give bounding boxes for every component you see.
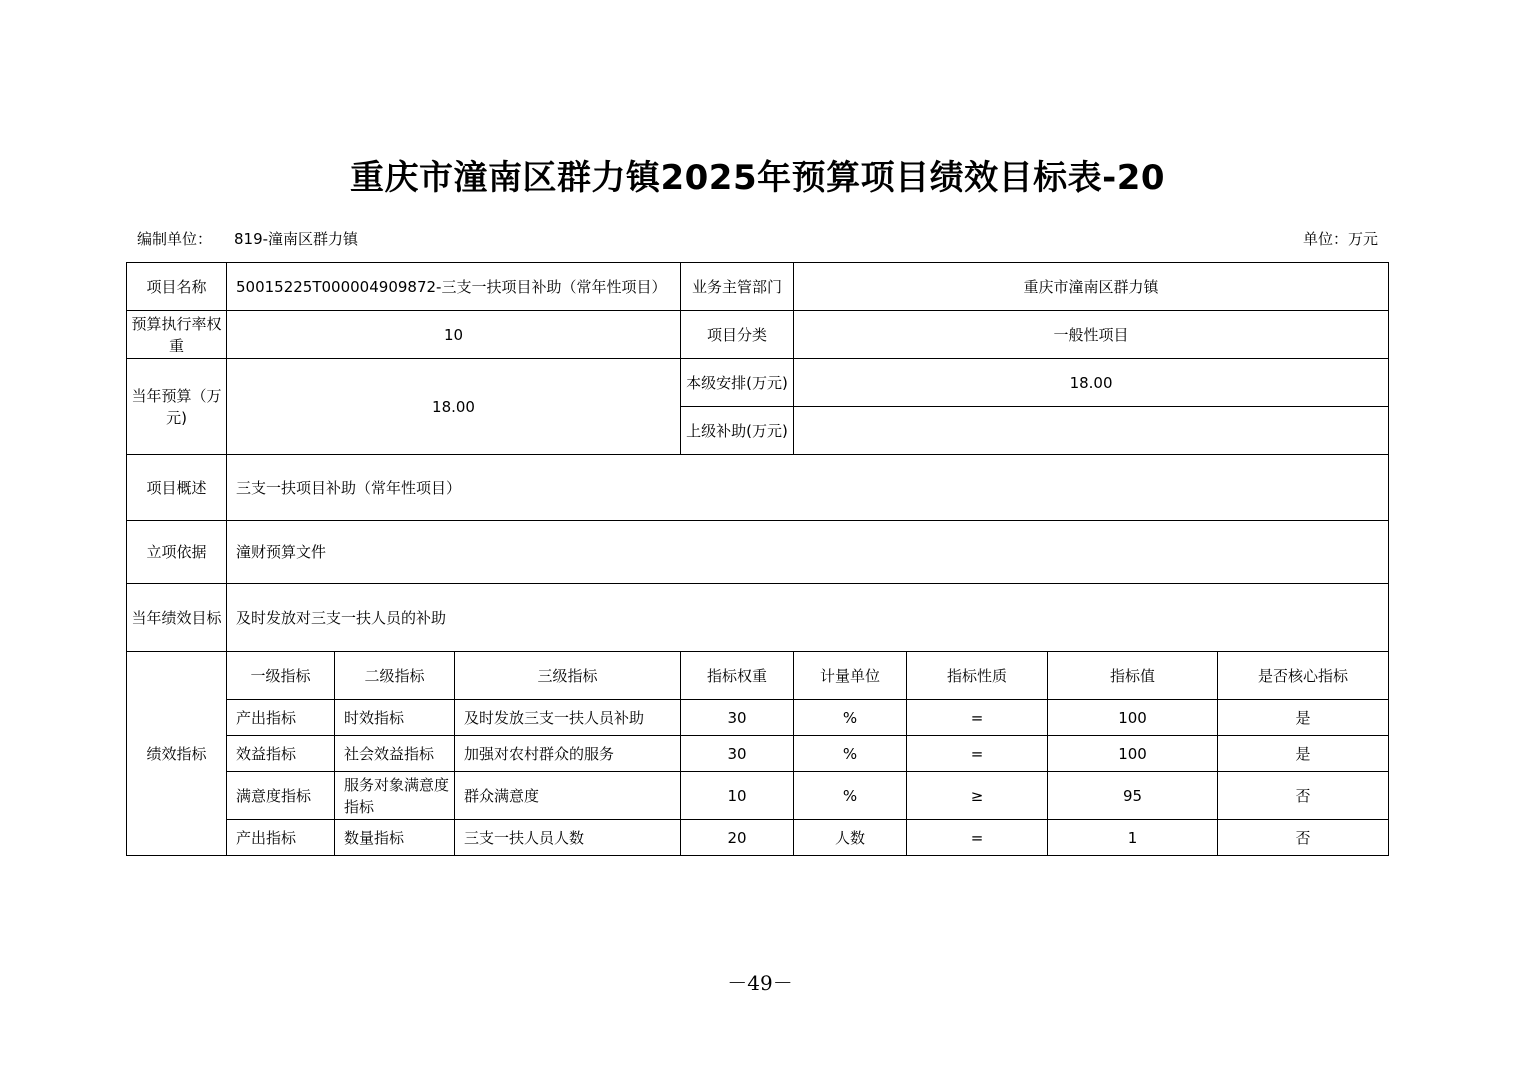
header-weight: 指标权重	[681, 652, 794, 700]
table-row	[127, 820, 1389, 856]
indicator-value: 100	[1048, 700, 1218, 736]
indicator-level2: 数量指标	[335, 820, 455, 856]
unit-label: 单位：万元	[1302, 230, 1378, 248]
indicator-level1: 产出指标	[227, 820, 335, 856]
indicator-core: 是	[1218, 736, 1389, 772]
indicator-unit: %	[794, 736, 907, 772]
project-name-value: 50015225T000004909872-三支一扶项目补助（常年性项目）	[227, 263, 681, 311]
table-row	[127, 736, 1389, 772]
page-number: －49－	[727, 971, 793, 995]
header-core: 是否核心指标	[1218, 652, 1389, 700]
dept-value: 重庆市潼南区群力镇	[794, 263, 1389, 311]
indicator-nature: =	[907, 820, 1048, 856]
goal-label: 当年绩效目标	[127, 584, 227, 652]
indicator-level1: 满意度指标	[227, 772, 335, 820]
goal-value: 及时发放对三支一扶人员的补助	[227, 584, 1389, 652]
indicator-level3: 加强对农村群众的服务	[455, 736, 681, 772]
category-label: 项目分类	[681, 311, 794, 359]
header-level3: 三级指标	[455, 652, 681, 700]
upper-label: 上级补助(万元)	[681, 407, 794, 455]
indicator-value: 100	[1048, 736, 1218, 772]
local-label: 本级安排(万元)	[681, 359, 794, 407]
project-name-label: 项目名称	[127, 263, 227, 311]
indicator-weight: 30	[681, 700, 794, 736]
basis-label: 立项依据	[127, 521, 227, 584]
indicator-unit: 人数	[794, 820, 907, 856]
compiler-value: 819-潼南区群力镇	[234, 230, 359, 248]
indicator-value: 95	[1048, 772, 1218, 820]
indicator-weight: 20	[681, 820, 794, 856]
indicator-level3: 三支一扶人员人数	[455, 820, 681, 856]
indicator-level3: 及时发放三支一扶人员补助	[455, 700, 681, 736]
indicator-nature: =	[907, 736, 1048, 772]
header-nature: 指标性质	[907, 652, 1048, 700]
table-row	[127, 772, 1389, 820]
compiler-label: 编制单位：	[137, 230, 213, 248]
category-value: 一般性项目	[794, 311, 1389, 359]
local-value: 18.00	[794, 359, 1389, 407]
indicator-core: 是	[1218, 700, 1389, 736]
indicator-level2: 时效指标	[335, 700, 455, 736]
budget-label: 当年预算（万元)	[127, 359, 227, 455]
budget-value: 18.00	[227, 359, 681, 455]
header-value: 指标值	[1048, 652, 1218, 700]
performance-table	[126, 262, 1389, 856]
indicator-core: 否	[1218, 820, 1389, 856]
exec-weight-label: 预算执行率权重	[127, 311, 227, 359]
indicator-level3: 群众满意度	[455, 772, 681, 820]
indicator-level1: 效益指标	[227, 736, 335, 772]
indicator-unit: %	[794, 700, 907, 736]
page-title: 重庆市潼南区群力镇2025年预算项目绩效目标表-20	[349, 158, 1166, 198]
perf-label: 绩效指标	[127, 652, 227, 856]
indicator-level2: 社会效益指标	[335, 736, 455, 772]
indicator-value: 1	[1048, 820, 1218, 856]
indicator-weight: 30	[681, 736, 794, 772]
basis-value: 潼财预算文件	[227, 521, 1389, 584]
indicator-nature: =	[907, 700, 1048, 736]
header-unit: 计量单位	[794, 652, 907, 700]
overview-label: 项目概述	[127, 455, 227, 521]
indicator-unit: %	[794, 772, 907, 820]
dept-label: 业务主管部门	[681, 263, 794, 311]
indicator-level1: 产出指标	[227, 700, 335, 736]
indicator-core: 否	[1218, 772, 1389, 820]
header-level2: 二级指标	[335, 652, 455, 700]
compiler-line	[137, 228, 358, 249]
exec-weight-value: 10	[227, 311, 681, 359]
upper-value	[794, 407, 1389, 455]
indicator-weight: 10	[681, 772, 794, 820]
header-level1: 一级指标	[227, 652, 335, 700]
table-row	[127, 700, 1389, 736]
overview-value: 三支一扶项目补助（常年性项目）	[227, 455, 1389, 521]
indicator-level2: 服务对象满意度指标	[335, 772, 455, 820]
indicator-nature: ≥	[907, 772, 1048, 820]
